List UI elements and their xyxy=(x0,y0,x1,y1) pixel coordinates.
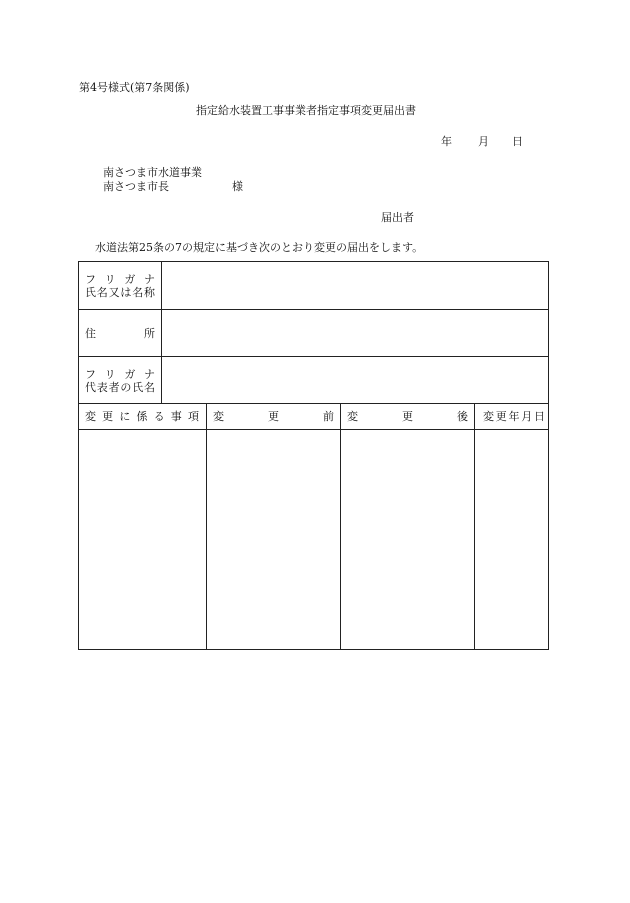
column-header-date: 変 更 年 月 日 xyxy=(483,410,545,423)
date-month-label: 月 xyxy=(478,135,489,148)
addressee-honorific: 様 xyxy=(232,180,243,193)
name-field[interactable] xyxy=(163,263,547,308)
address-field[interactable] xyxy=(163,310,547,355)
after-change-field[interactable] xyxy=(341,430,473,648)
applicant-label: 届出者 xyxy=(381,211,414,224)
date-day-label: 日 xyxy=(512,135,523,148)
form-table xyxy=(78,261,549,650)
address-label: 住 所 xyxy=(85,327,155,340)
representative-name-field[interactable] xyxy=(163,357,547,402)
intro-statement: 水道法第25条の7の規定に基づき次のとおり変更の届出をします。 xyxy=(95,241,424,254)
before-change-field[interactable] xyxy=(207,430,339,648)
furigana-label: フ リ ガ ナ xyxy=(85,273,155,286)
column-header-before: 変 更 前 xyxy=(213,410,334,423)
column-divider xyxy=(161,262,162,403)
column-header-item: 変 更 に 係 る 事 項 xyxy=(85,410,199,423)
representative-furigana-label: フ リ ガ ナ xyxy=(85,368,155,381)
addressee-title: 南さつま市長 xyxy=(103,180,169,193)
changed-item-field[interactable] xyxy=(80,430,205,648)
addressee-organization: 南さつま市水道事業 xyxy=(103,166,202,179)
column-header-after: 変 更 後 xyxy=(347,410,468,423)
row-divider xyxy=(79,403,548,404)
date-year-label: 年 xyxy=(441,135,452,148)
form-number: 第4号様式(第7条関係) xyxy=(79,81,190,94)
representative-name-label: 代 表 者 の 氏 名 xyxy=(85,381,155,394)
document-title: 指定給水装置工事事業者指定事項変更届出書 xyxy=(196,104,416,117)
change-date-field[interactable] xyxy=(475,430,547,648)
name-label: 氏 名 又 は 名 称 xyxy=(85,286,155,299)
